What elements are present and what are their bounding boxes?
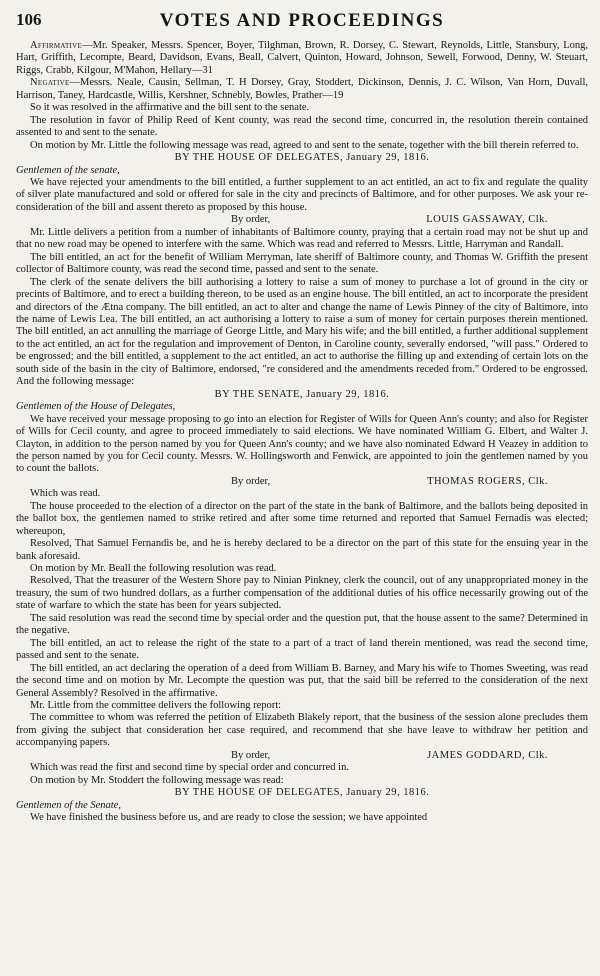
message-body: We have rejected your amendments to the bill entitled, a further supplement to an act entitled, an act to fix and regulate the quality of silver plate manufactured and sold or offered for sale in the city and precincts of Baltimore, and for other purposes. We ask your re-consideration of the bill and assent thereto as proposed by this house. xyxy=(16,176,588,213)
paragraph: The clerk of the senate delivers the bill authorising a lottery to raise a sum of money to purchase a lot of ground in the city or precints of Baltimore, and to erect a building thereon, to be used as an engine house. The bill entitled, an act to incorporate the president and directors of the Ætna company. The bill entitled, an act to alter and change the name of Lewis Pinney of the city of Baltimore, into the name of Lewis Lea. The bill entitled, an act authorising a lottery to raise a sum of money for certain purposes therein mentioned. The bill entitled, an act annulling the marriage of George Little, and Mary his wife; and the bill entitled, a further additional supplement to the act entitled, an act for the regulation and improvement of Denton, in Caroline county, severally endorsed, "will pass." Ordered to be engrossed; and the bill entitled, a supplement to the act entitled, an act to authorise the filling up and extending of certain lots on the south side of the basin in the city of Baltimore, endorsed, "re considered and the amendments receded from." Ordered to be engrossed. And the following message: xyxy=(16,276,588,388)
paragraph: The committee to whom was referred the petition of Elizabeth Blakely report, that the business of the session alone precludes them from giving the subject that consideration her case required, and recommend that she have leave to withdraw her petition and accompanying papers. xyxy=(16,712,588,749)
body-text xyxy=(16,40,588,825)
paragraph: Which was read the first and second time by special order and concurred in. xyxy=(30,762,349,774)
signature-line xyxy=(16,476,588,488)
paragraph: The house proceeded to the election of a director on the part of the state in the bank of Baltimore, and the ballots being deposited in the ballot box, the gentlemen named to strike retired and after some time returned and reported that Samuel Fernadis was elected; whereupon, xyxy=(16,500,588,537)
paragraph: The bill entitled, an act to release the right of the state to a part of a tract of land therein mentioned, was read the second time, passed and sent to the senate. xyxy=(16,637,588,662)
signature-by-order: By order, xyxy=(231,749,271,761)
paragraph: Which was read. xyxy=(30,488,101,500)
negative-names: —Messrs. Neale, Causin, Sellman, T. H Dorsey, Gray, Stoddert, Dickinson, Dennis, J. C. Wilson, Van Horn, Duvall, Harrison, Taney, Hardcastle, Willis, Kershner, Schnebly, Bowles, Prather—19 xyxy=(16,77,588,101)
negative-vote xyxy=(16,77,588,102)
signature-by-order: By order, xyxy=(231,214,271,226)
affirmative-vote xyxy=(16,40,588,77)
paragraph: We have finished the business before us, and are ready to close the session; we have appointed xyxy=(30,812,428,824)
message-heading: BY THE SENATE, January 29, 1816. xyxy=(214,388,390,400)
paragraph: The resolution in favor of Philip Reed of Kent county, was read the second time, concurred in, the resolution therein contained assented to and sent to the senate. xyxy=(16,114,588,139)
signature-name: JAMES GODDARD, Clk. xyxy=(427,749,548,761)
signature-name: THOMAS ROGERS, Clk. xyxy=(427,475,548,487)
page-title: VOTES AND PROCEEDINGS xyxy=(159,10,445,31)
paragraph: On motion by Mr. Stoddert the following message was read: xyxy=(30,774,284,786)
paragraph: Mr. Little delivers a petition from a number of inhabitants of Baltimore county, praying that a certain road may not be shut up and that no new road may be opened to interfere with the same. Which was read and referred to Messrs. Little, Harryman and Randall. xyxy=(16,226,588,251)
negative-label: Negative xyxy=(30,77,70,89)
paragraph: Resolved, That Samuel Fernandis be, and he is hereby declared to be a director on the part of this state for the ensuing year in the bank aforesaid. xyxy=(16,538,588,562)
paragraph: Resolved, That the treasurer of the Western Shore pay to Ninian Pinkney, clerk the council, out of any unappropriated money in the treasury, the sum of two hundred dollars, as a further compensation of the additional duties of his office necessarily growing out of the state of warfare to which the state has been for years subjected. xyxy=(16,575,588,612)
page-number: 106 xyxy=(16,10,42,29)
signature-name: LOUIS GASSAWAY, Clk. xyxy=(426,214,548,226)
affirmative-names: —Mr. Speaker, Messrs. Spencer, Boyer, Tilghman, Brown, R. Dorsey, C. Stewart, Reynolds, Little, Stansbury, Long, Hart, Griffith, Lecompte, Beard, Davidson, Evans, Beall, Calvert, Quinton, Howard, Johnson, Sewell, Forwood, Denny, W. Steuart, Riggs, Crabb, Kilgour, M'Mahon, Hellary—31 xyxy=(16,40,588,76)
signature-by-order: By order, xyxy=(231,475,271,487)
running-head xyxy=(16,10,588,40)
paragraph: The bill entitled, an act for the benefit of William Merryman, late sheriff of Baltimore county, and Thomas W. Griffith the present collector of Baltimore county, was read the second time, passed and sent to the senate. xyxy=(16,251,588,276)
signature-line xyxy=(16,750,588,762)
affirmative-label: Affirmative xyxy=(30,40,83,51)
message-salutation: Gentlemen of the Senate, xyxy=(16,799,121,811)
message-salutation: Gentlemen of the House of Delegates, xyxy=(16,401,176,413)
message-heading: BY THE HOUSE OF DELEGATES, January 29, 1816. xyxy=(174,787,430,799)
signature-line xyxy=(16,214,588,226)
message-salutation: Gentlemen of the senate, xyxy=(16,164,120,176)
paragraph: On motion by Mr. Little the following message was read, agreed to and sent to the senate, together with the bill therein referred to. xyxy=(30,139,579,151)
paragraph: On motion by Mr. Beall the following resolution was read. xyxy=(30,563,277,575)
paragraph: Mr. Little from the committee delivers the following report: xyxy=(30,700,282,712)
message-body: We have received your message proposing to go into an election for Register of Wills for Queen Ann's county; and also for Register of Wills for Cecil county, and agree to proceed immediately to said elections. We have nominated William G. Elbert, and Walter J. Clayton, in addition to the person named by you for Queen Ann's county; and we have also nominated Edward H Veazey in addition to the person named by you for Cecil county. Messrs. W. Hollingsworth and Fenwick, are appointed to join the gentlemen named by you to count the ballots. xyxy=(16,413,588,475)
message-heading: BY THE HOUSE OF DELEGATES, January 29, 1816. xyxy=(174,152,430,164)
paragraph: So it was resolved in the affirmative and the bill sent to the senate. xyxy=(30,102,310,114)
paragraph: The said resolution was read the second time by special order and the question put, that the house assent to the same? Determined in the negative. xyxy=(16,612,588,637)
paragraph: The bill entitled, an act declaring the operation of a deed from William B. Barney, and Mary his wife to Thomes Sweeting, was read the second time and on motion by Mr. Lecompte the question was put, that the said bill be referred to the consideration of the next General Assembly? Resolved in the affirmative. xyxy=(16,662,588,699)
